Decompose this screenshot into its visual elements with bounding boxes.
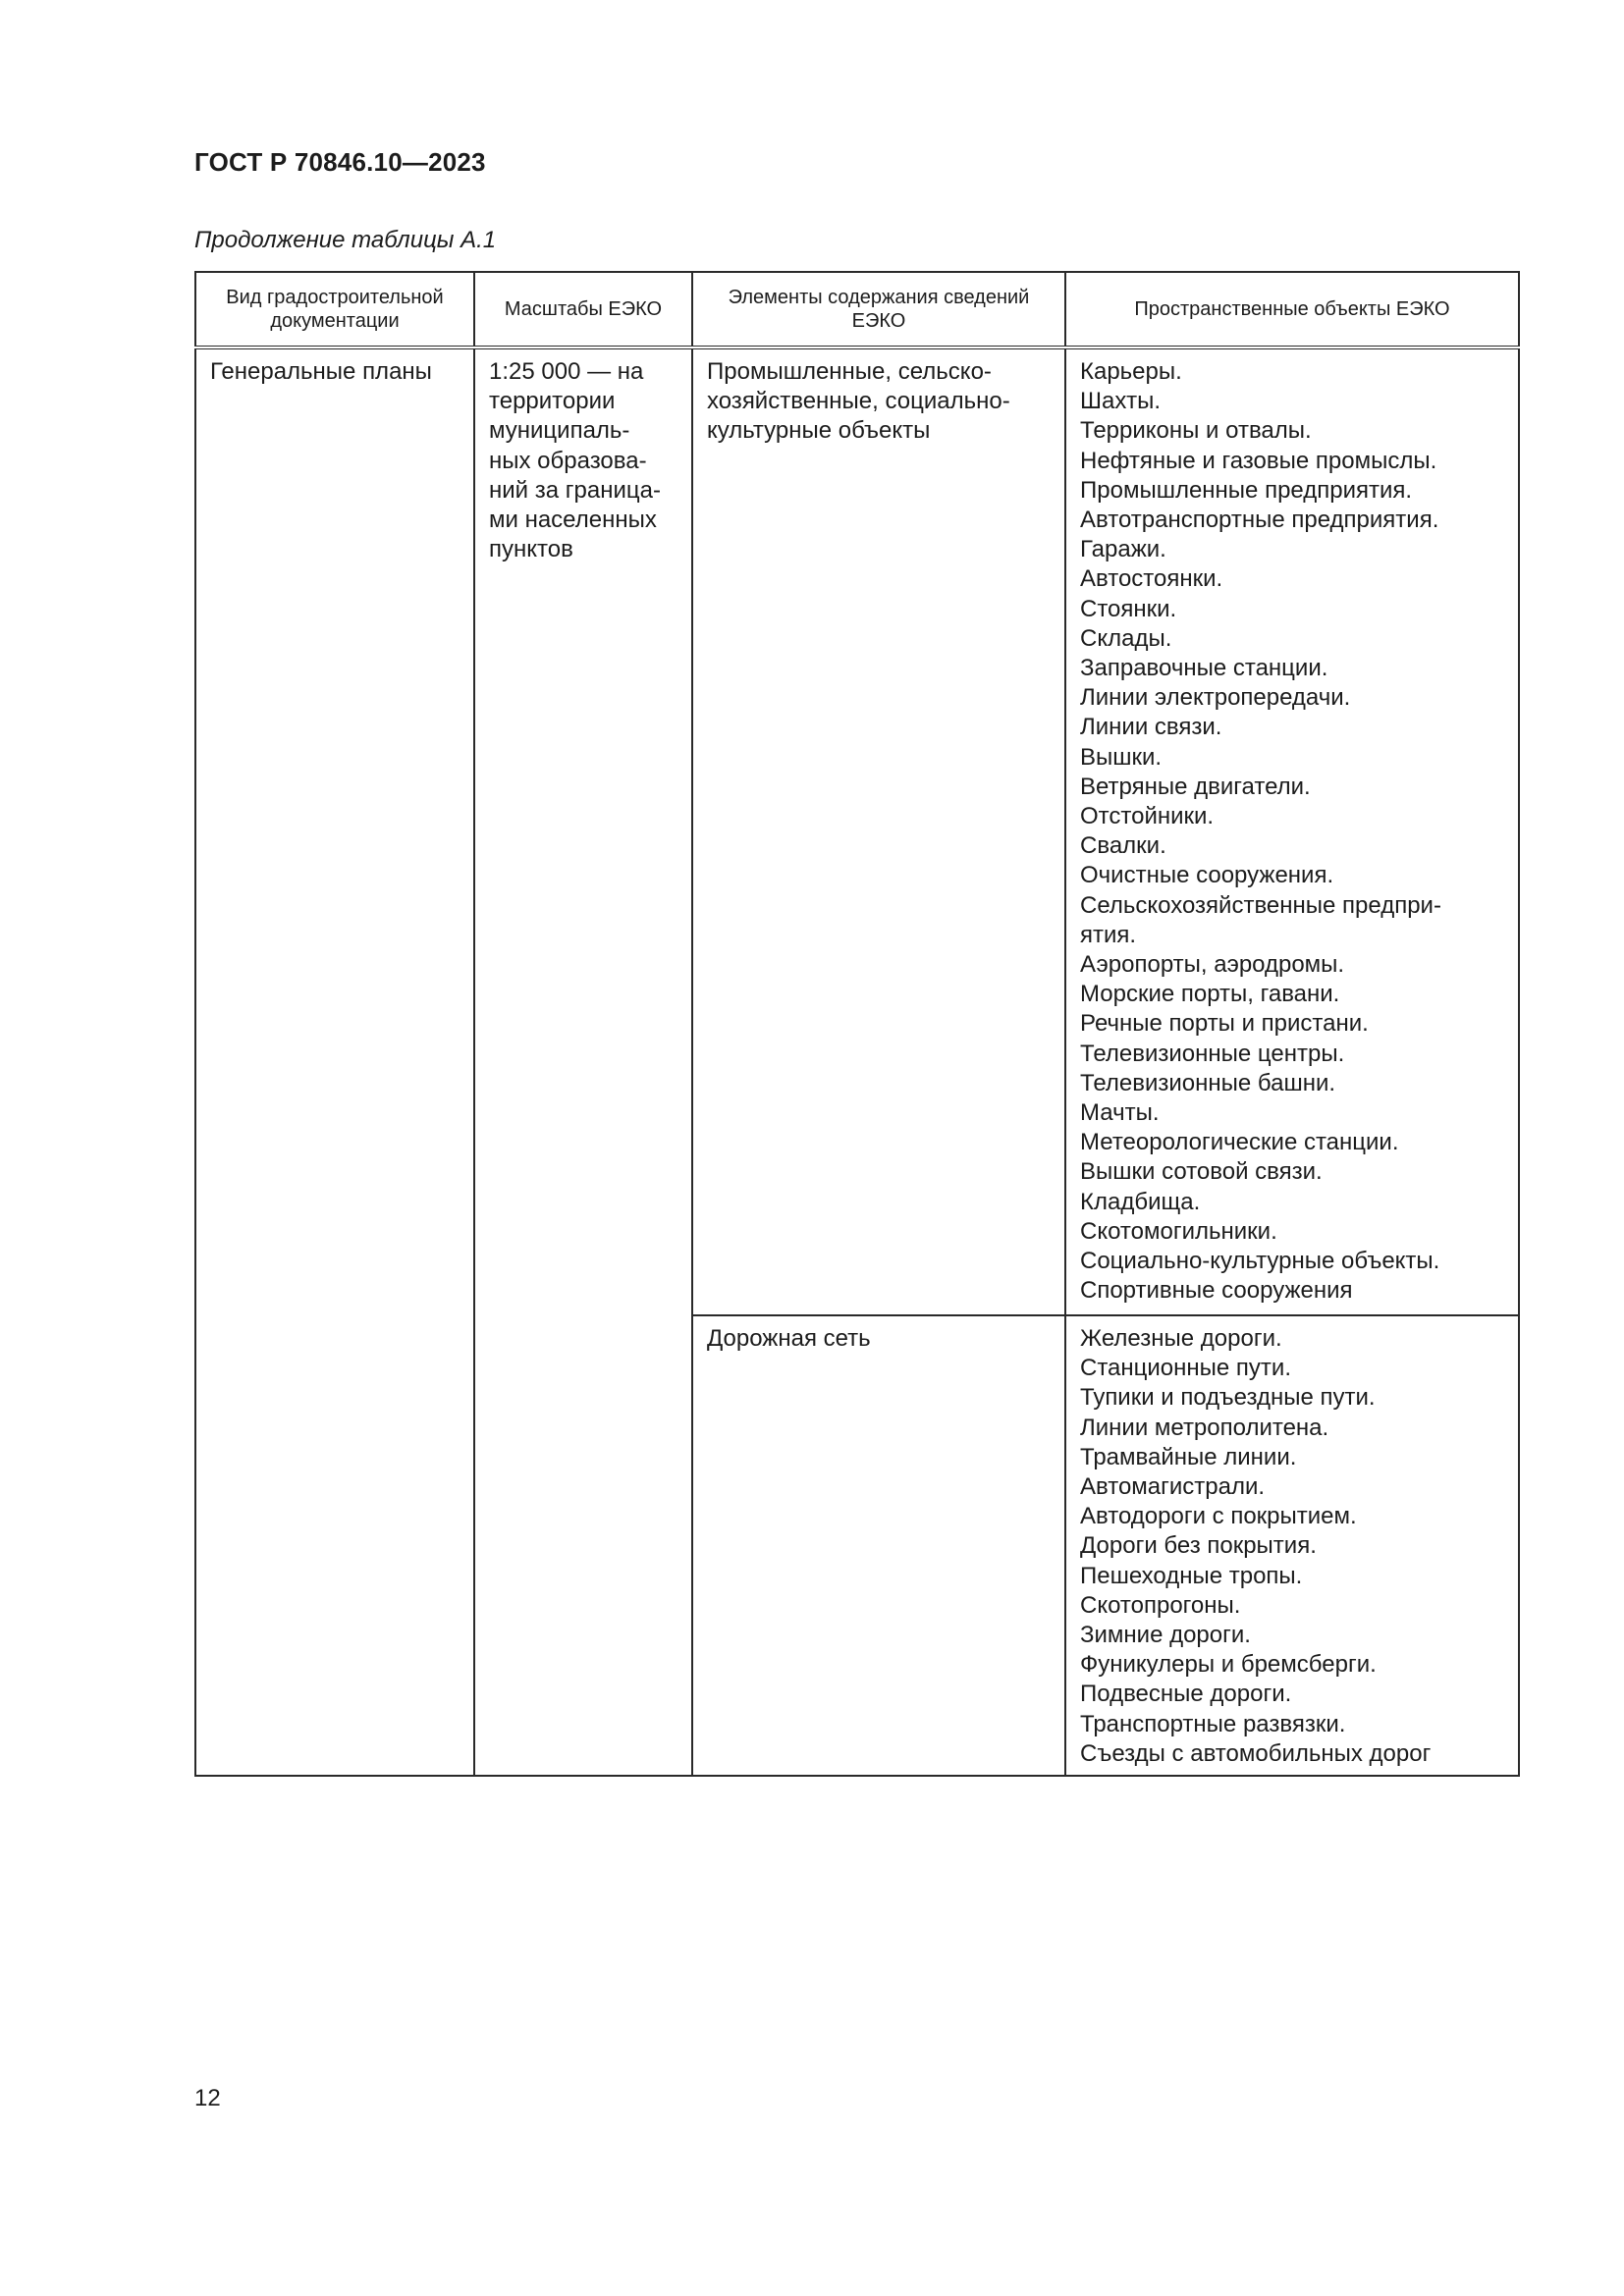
object-item: Вышки. [1080, 743, 1163, 771]
doc-type-cell [196, 349, 473, 393]
object-item: Гаражи. [1080, 536, 1166, 563]
object-item: Спортивные сооружения [1080, 1277, 1353, 1305]
table-row [195, 347, 1519, 1315]
scale-line: 1:25 000 — на [489, 358, 644, 385]
object-item: Пешеходные тропы. [1080, 1562, 1303, 1589]
object-item: Скотопрогоны. [1080, 1591, 1241, 1619]
object-item: Склады. [1080, 624, 1172, 652]
content-table [194, 271, 1520, 1777]
table-header-row [195, 272, 1519, 347]
object-item: Аэропорты, аэродромы. [1080, 951, 1345, 979]
object-item: Карьеры. [1080, 358, 1182, 385]
object-item: Автостоянки. [1080, 565, 1223, 593]
object-item: Промышленные предприятия. [1080, 476, 1413, 504]
element-line: хозяйственные, социально- [707, 388, 1010, 415]
element-line: Промышленные, сельско- [707, 358, 992, 385]
object-item: Автомагистрали. [1080, 1473, 1266, 1501]
object-item: Подвесные дороги. [1080, 1681, 1292, 1708]
objects-cell-industrial [1066, 349, 1518, 1312]
object-item: Вышки сотовой связи. [1080, 1158, 1323, 1186]
element-line: Дорожная сеть [707, 1325, 871, 1352]
scale-line: ных образова- [489, 447, 647, 474]
header-elements: Элементы содержания сведений ЕЭКО [728, 287, 1030, 332]
header-doc-type: Вид градостроительной документации [226, 287, 444, 332]
object-item: Телевизионные башни. [1080, 1069, 1336, 1096]
scale-cell [475, 349, 691, 570]
object-item: Дороги без покрытия. [1080, 1532, 1317, 1560]
object-item: Речные порты и пристани. [1080, 1010, 1369, 1038]
header-objects: Пространственные объекты ЕЭКО [1134, 298, 1450, 320]
element-line: культурные объекты [707, 417, 931, 445]
object-item: Линии метрополитена. [1080, 1414, 1329, 1441]
object-item: Фуникулеры и бремсберги. [1080, 1651, 1377, 1679]
object-item: Мачты. [1080, 1099, 1160, 1127]
object-item: Заправочные станции. [1080, 655, 1328, 682]
object-item: Линии электропередачи. [1080, 684, 1351, 712]
object-item: Автотранспортные предприятия. [1080, 507, 1439, 534]
object-item: Автодороги с покрытием. [1080, 1503, 1357, 1530]
scale-line: муниципаль- [489, 417, 630, 445]
document-code: ГОСТ Р 70846.10—2023 [194, 147, 486, 177]
scale-line: ми населенных [489, 507, 657, 534]
object-item: Станционные пути. [1080, 1355, 1291, 1382]
doc-type-text: Генеральные планы [210, 358, 432, 385]
elements-cell-roads [693, 1316, 1064, 1360]
objects-cell-roads [1066, 1316, 1518, 1775]
object-item: Транспортные развязки. [1080, 1710, 1346, 1737]
object-item: Свалки. [1080, 832, 1166, 860]
object-item: Линии связи. [1080, 714, 1222, 741]
object-item: Морские порты, гавани. [1080, 981, 1340, 1008]
object-item: Тупики и подъездные пути. [1080, 1384, 1376, 1412]
object-item: Очистные сооружения. [1080, 862, 1334, 889]
object-item: Шахты. [1080, 388, 1161, 415]
object-item: Скотомогильники. [1080, 1217, 1277, 1245]
object-item: Стоянки. [1080, 595, 1177, 622]
header-scale: Масштабы ЕЭКО [504, 298, 663, 320]
object-item: Метеорологические станции. [1080, 1129, 1399, 1156]
object-item: Ветряные двигатели. [1080, 773, 1311, 800]
scale-line: ний за граница- [489, 476, 661, 504]
page-number: 12 [194, 2085, 221, 2111]
table-caption: Продолжение таблицы А.1 [194, 227, 497, 253]
elements-cell-industrial [693, 349, 1064, 453]
object-item: Зимние дороги. [1080, 1622, 1251, 1649]
object-item: Социально-культурные объекты. [1080, 1248, 1440, 1275]
object-item: Железные дороги. [1080, 1325, 1282, 1352]
object-item: Кладбища. [1080, 1188, 1201, 1215]
object-item: Сельскохозяйственные предпри- [1080, 891, 1441, 919]
scale-line: пунктов [489, 536, 573, 563]
object-item: ятия. [1080, 921, 1137, 948]
object-item: Терриконы и отвалы. [1080, 417, 1312, 445]
object-item: Нефтяные и газовые промыслы. [1080, 447, 1437, 474]
object-item: Съезды с автомобильных дорог [1080, 1739, 1432, 1767]
object-item: Телевизионные центры. [1080, 1040, 1345, 1067]
object-item: Трамвайные линии. [1080, 1443, 1297, 1470]
object-item: Отстойники. [1080, 803, 1215, 830]
scale-line: территории [489, 388, 616, 415]
